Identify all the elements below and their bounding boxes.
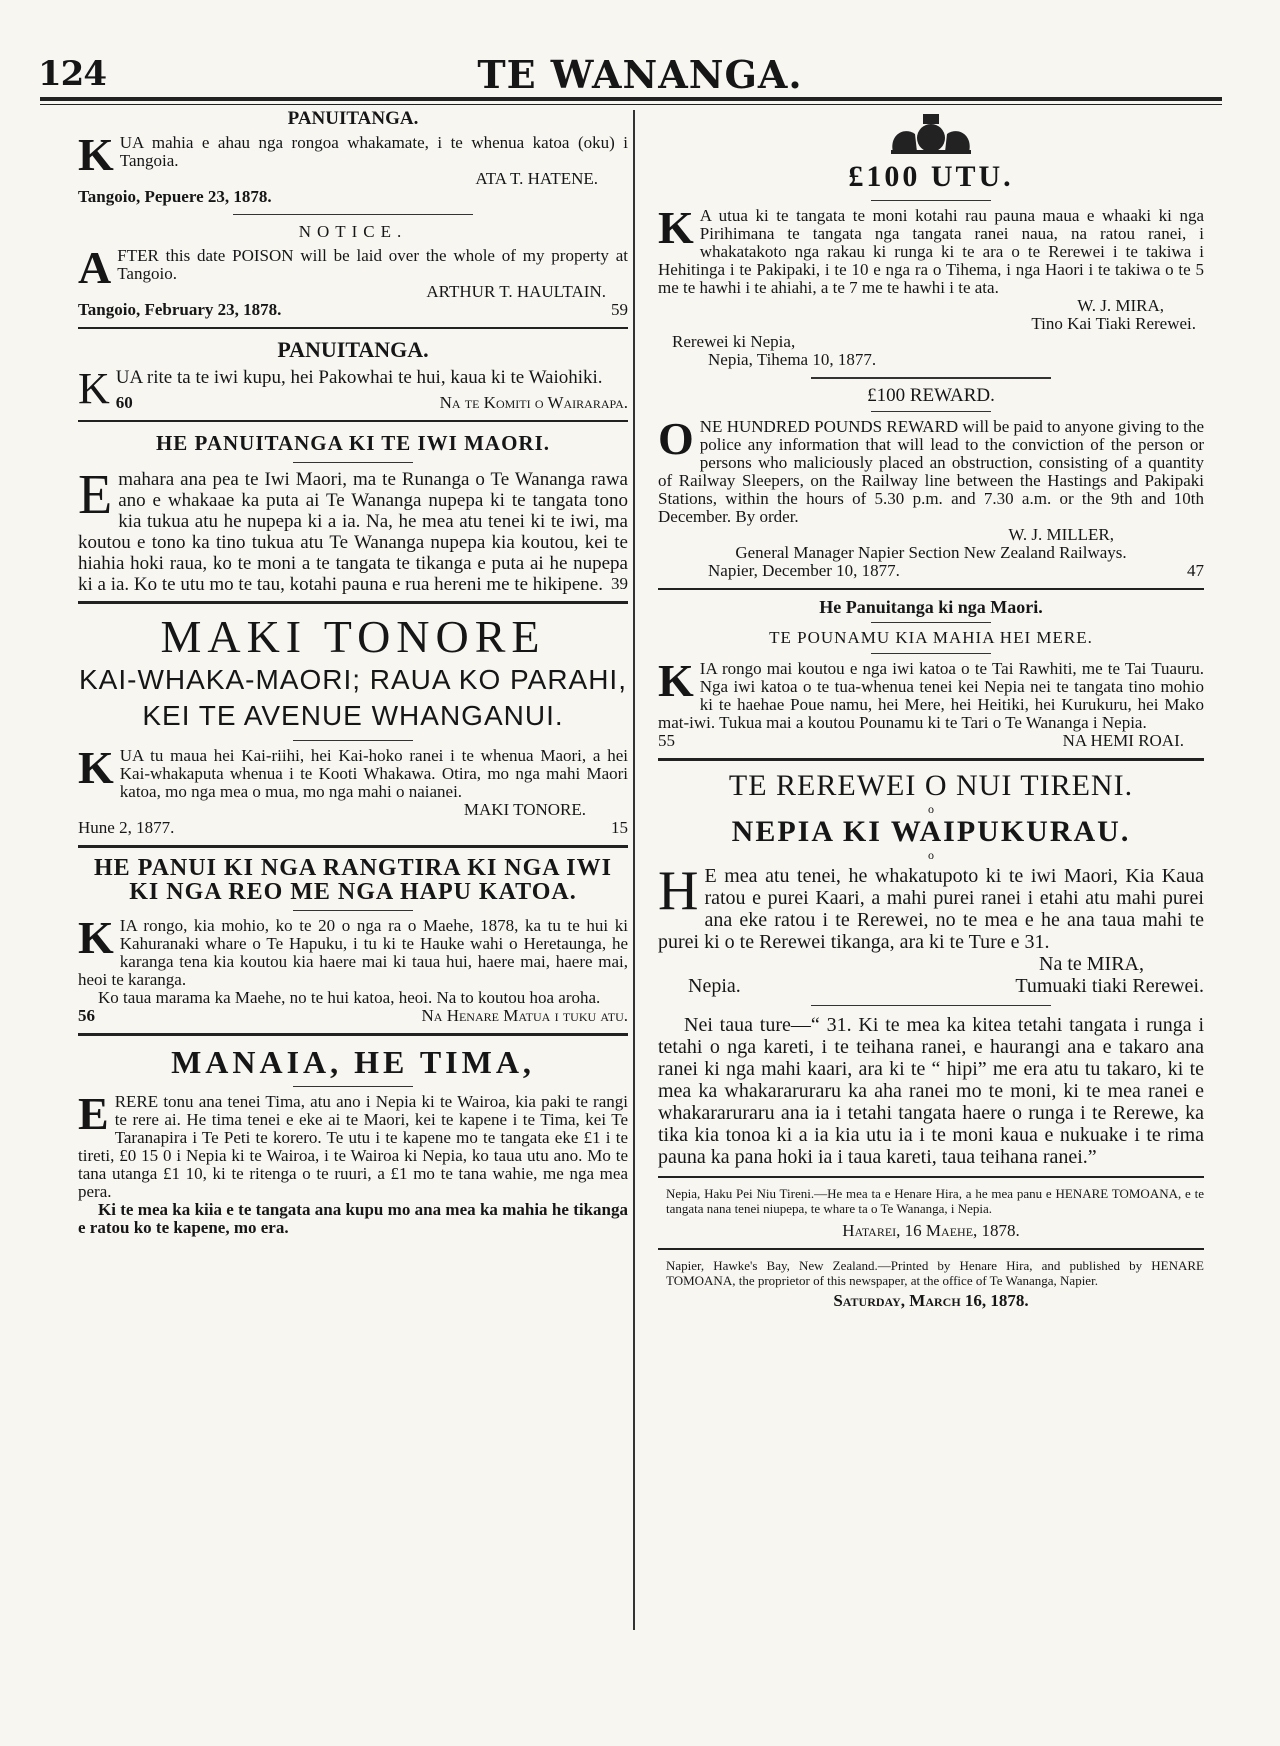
ad-signature-2: General Manager Napier Section New Zealand Railways.	[735, 543, 1127, 562]
ad-number: 56	[78, 1006, 95, 1025]
divider	[78, 601, 628, 604]
ad-signature: Na te Komiti o Wairarapa.	[439, 393, 628, 412]
ad-footer	[658, 562, 1204, 580]
imprint-maori	[658, 1186, 1204, 1240]
ad-signature: Na Henare Matua i tuku atu.	[421, 1006, 628, 1025]
ad-signature: NA HEMI ROAI.	[1062, 731, 1184, 750]
masthead-title: TE WANANGA.	[477, 52, 803, 97]
ad-text: ERERE tonu ana tenei Tima, atu ano i Nepia ki te Wairoa, kia paki te rangi te rere ai. He tima tenei e eke ai te Maori, kei te kapene i te Tima, kei Te Taranapira i Te Peti te korero. Te utu i te kapene mo te tangata eke £1 i te tireti, £0 15 0 i Nepia ki te Wairoa, i te Wairoa ki Nepia, ko taua utu ano. Mo te tana utanga £1 10, ki te ritenga o te ruuri, a £1 mo te tana wahie, me nga mea pera.	[78, 1088, 628, 1201]
ad-he-panuitanga	[78, 430, 628, 593]
ad-manaia-tima	[78, 1044, 628, 1237]
ad-text-2: Ko taua marama ka Maehe, no te hui katoa, heoi. Na to koutou hoa aroha.	[98, 988, 601, 1007]
drop-cap: E	[78, 1088, 109, 1139]
ad-number: 39	[611, 574, 628, 593]
ad-heading: £100 REWARD.	[867, 385, 995, 406]
ornament-divider: o	[928, 802, 934, 816]
divider	[78, 420, 628, 422]
drop-cap: K	[658, 202, 694, 253]
imprint-date: Saturday, March 16, 1878.	[833, 1291, 1029, 1310]
imprint-date: Hatarei, 16 Maehe, 1878.	[842, 1221, 1020, 1240]
imprint-english	[658, 1258, 1204, 1310]
ad-date: Napier, December 10, 1877.	[708, 561, 900, 580]
divider	[293, 1086, 413, 1087]
drop-cap: K	[78, 742, 114, 793]
ad-subtitle-2: KEI TE AVENUE WHANGANUI.	[142, 700, 564, 731]
ad-footer	[116, 394, 628, 412]
divider	[293, 910, 413, 911]
ad-text: AFTER this date POISON will be laid over the whole of my property at Tangoio.	[78, 242, 628, 293]
ad-date: Nepia, Tihema 10, 1877.	[708, 350, 877, 369]
drop-cap: K	[658, 655, 694, 706]
ad-heading: £100 UTU.	[848, 160, 1014, 193]
ad-subheading: TE POUNAMU KIA MAHIA HEI MERE.	[769, 628, 1093, 647]
drop-cap: O	[658, 413, 694, 464]
page-number: 124	[38, 54, 106, 94]
divider	[871, 622, 991, 623]
ornament-divider: o	[928, 848, 934, 862]
ad-panuitanga-hatene	[78, 110, 628, 206]
ad-subheading: NEPIA KI WAIPUKURAU.	[731, 815, 1131, 848]
masthead-rule-thin	[40, 104, 1222, 105]
ad-text: ONE HUNDRED POUNDS REWARD will be paid to anyone giving to the police any information that will lead to the conviction of the person or persons who maliciously placed an obstruction, consisting of a quantity of Railway Sleepers, on the Railway line between the Hastings and Pakipaki Stations, within the hours of 5.30 p.m. and 7.30 a.m. or the 9th and 10th December. By order.	[658, 413, 1204, 526]
ad-place: Nepia.	[688, 975, 741, 997]
ad-text: K A utua ki te tangata te moni kotahi rau pauna maua e whaaki ki nga Pirihimana te tangata nga tangata ranei naua, na ratou ranei, i whakatakoto nga rakau ki runga ki te ara o te Rerewei i te takiwa i Hehitinga i te Pakipaki, i te 10 e nga ra o Tihema, i nga Haori i te takiwa o te 5 me te hawhi i te ahiahi, a te 7 me te hawhi i te ata.	[658, 202, 1204, 297]
ad-number: 15	[611, 818, 628, 837]
divider	[233, 214, 473, 215]
divider	[658, 1248, 1204, 1250]
ad-text: KUA tu maua hei Kai-riihi, hei Kai-hoko ranei i te whenua Maori, a hei Kai-whakaputa whenua i te Kooti Whakawa. Otira, mo nga mahi Maori katoa, mo nga mea o mua, mo nga mahi o naianei.	[78, 742, 628, 801]
ad-reward-maori	[658, 160, 1204, 369]
ad-text: KIA rongo, kia mohio, ko te 20 o nga ra o Maehe, 1878, ka tu te hui ki Kahuranaki whare o Te Hapuku, i tu ki te Hauke wahi o Heretaunga, he karanga tena kia koutou kia haere mai ki taua hui, haere mai, haere mai, heoi te karanga.	[78, 912, 628, 989]
ad-rule-text: Nei taua ture—“ 31. Ki te mea ka kitea tetahi tangata i runga i tetahi o nga kareti, i te teihana ranei, e haurangi ana e takaro ana ranei ki nga mahi kaari, ara ki te “ hipi” me era atu tu takaro, ki te mea ka whakararuraru ka aha ranei mo te moni, ki te mea ranei e whakararuraru ana ia i tetahi tangata haere o runga i te Rerewe, ka tika kia tonoa ki a ia kia utu ia i te moni kaua e nukuake i te rima pauna ka pana hoki ia i taua kareti, taua teihana ranei.”	[658, 1014, 1204, 1168]
ad-footer	[78, 819, 628, 837]
ad-subtitle-1: KAI-WHAKA-MAORI; RAUA KO PARAHI,	[78, 664, 627, 695]
ad-date: Hune 2, 1877.	[78, 818, 175, 837]
crest-icon	[885, 112, 977, 156]
ad-reward-english	[658, 387, 1204, 580]
ad-signature: MAKI TONORE.	[463, 800, 586, 819]
column-separator	[633, 110, 635, 1630]
ad-text-2: Ki te mea ka kiia e te tangata ana kupu mo ana mea ka mahia he tikanga e ratou ko te kapene, mo era.	[78, 1200, 628, 1237]
ad-number: 47	[1187, 561, 1204, 580]
ad-title: MAKI TONORE	[160, 611, 546, 662]
ad-text: KUA mahia e ahau nga rongoa whakamate, i te whenua katoa (oku) i Tangoia.	[78, 129, 628, 180]
ad-signature: ARTHUR T. HAULTAIN.	[426, 282, 606, 301]
ad-number: 59	[611, 300, 628, 319]
ad-heading: TE REREWEI O NUI TIRENI.	[728, 769, 1134, 802]
drop-cap: K	[78, 364, 110, 413]
ad-signature-1: W. J. MIRA,	[1077, 296, 1164, 315]
divider	[871, 411, 991, 412]
divider	[658, 758, 1204, 761]
ad-heading: He Panuitanga ki nga Maori.	[819, 597, 1043, 617]
drop-cap: K	[78, 912, 114, 963]
ad-footer	[658, 732, 1204, 750]
right-column	[658, 112, 1204, 1310]
ad-heading: NOTICE.	[298, 222, 408, 241]
ad-text: H E mea atu tenei, he whakatupoto ki te iwi Maori, Kia Kaua ratou e purei Kaari, a mahi purei ranei i etahi atu mahi purei ana eke ratou i te Rerewei, no te mea e he ana taua mahi te purei ki o te Rerewei tikanga, ara ki te Ture e 31.	[658, 860, 1204, 953]
ad-notice-haultain	[78, 223, 628, 319]
ad-signature-1: Na te MIRA,	[1039, 953, 1144, 975]
divider	[293, 740, 413, 741]
divider	[811, 377, 1051, 379]
drop-cap: A	[78, 242, 112, 293]
ad-text: KIA rongo mai koutou e nga iwi katoa o te Tai Rawhiti, me te Tai Tuauru. Nga iwi katoa o te tua-whenua tenei kei Nepia nei te tangata tino mohio ki te haehae Poue namu, hei Mere, hei Heitiki, hei Kurukuru, hei Mako mat-iwi. Tukua mai a koutou Pounamu ki te Tari o Te Wananga i Nepia.	[658, 655, 1204, 732]
ad-heading: HE PANUITANGA KI TE IWI MAORI.	[155, 431, 551, 455]
ad-place: Rerewei ki Nepia,	[672, 332, 796, 351]
ad-number: 60	[115, 393, 133, 412]
divider	[871, 200, 991, 201]
ad-signature: ATA T. HATENE.	[475, 169, 598, 188]
ad-number: 55	[658, 731, 675, 750]
ad-signature-2: Tumuaki tiaki Rerewei.	[1015, 975, 1204, 997]
drop-cap: H	[658, 860, 699, 922]
divider	[658, 1176, 1204, 1178]
masthead-rule	[40, 97, 1222, 101]
ad-heading: MANAIA, HE TIMA,	[171, 1044, 535, 1080]
ad-maki-tonore	[78, 612, 628, 837]
ad-heading: PANUITANGA.	[277, 337, 429, 362]
ad-footer	[658, 975, 1204, 997]
ad-heading: PANUITANGA.	[287, 108, 419, 129]
left-column	[78, 110, 628, 1237]
drop-cap: E	[78, 464, 113, 526]
ad-date: Tangoio, February 23, 1878.	[78, 300, 282, 319]
divider	[293, 462, 413, 463]
imprint-text: Nepia, Haku Pei Niu Tireni.—He mea ta e Henare Hira, a he mea panu e HENARE TOMOANA, e te tangata nana tenei niupepa, te whare ta o Te Wananga, i Nepia.	[666, 1186, 1204, 1216]
ad-railway-notice	[658, 769, 1204, 1168]
ad-footer	[78, 1007, 628, 1025]
divider	[811, 1005, 1051, 1006]
ad-signature-1: W. J. MILLER,	[1008, 525, 1114, 544]
divider	[658, 588, 1204, 590]
divider	[871, 653, 991, 654]
drop-cap: K	[78, 129, 114, 180]
ad-footer	[78, 301, 628, 319]
imprint-text: Napier, Hawke's Bay, New Zealand.—Printed by Henare Hira, and published by HENARE TOMOANA, the proprietor of this newspaper, at the office of Te Wananga, Napier.	[666, 1258, 1204, 1288]
divider	[78, 327, 628, 329]
ad-pounamu	[658, 598, 1204, 750]
ad-heading: HE PANUI KI NGA RANGTIRA KI NGA IWI KI NGA REO ME NGA HAPU KATOA.	[94, 855, 612, 905]
divider	[78, 845, 628, 848]
divider	[78, 1033, 628, 1036]
ad-text: KUA rite ta te iwi kupu, hei Pakowhai te hui, kaua ki te Waiohiki.	[78, 364, 603, 413]
royal-crest-emblem	[658, 112, 1204, 160]
ad-panuitanga-wairarapa	[78, 337, 628, 412]
ad-he-panui	[78, 856, 628, 1025]
ad-signature-2: Tino Kai Tiaki Rerewei.	[1031, 314, 1196, 333]
ad-text: Emahara ana pea te Iwi Maori, ma te Runanga o Te Wananga rawa ano e whakaae ka puta ai Te Wananga nupepa ki te tangata tono kia tukua atu he nupepa ki a ia. Na, he mea atu tenei ki te iwi, ma koutou e tono ka tino tukua atu Te Wananga nupepa kia koutou, kei te hiahia hoki raua, ko te moni a te tangata te tikanga e puta ai he nupepa ki a ia. Ko te utu mo te tau, kotahi pauna e rua hereni me te hikipene.	[78, 464, 628, 595]
ad-date: Tangoio, Pepuere 23, 1878.	[78, 187, 272, 206]
